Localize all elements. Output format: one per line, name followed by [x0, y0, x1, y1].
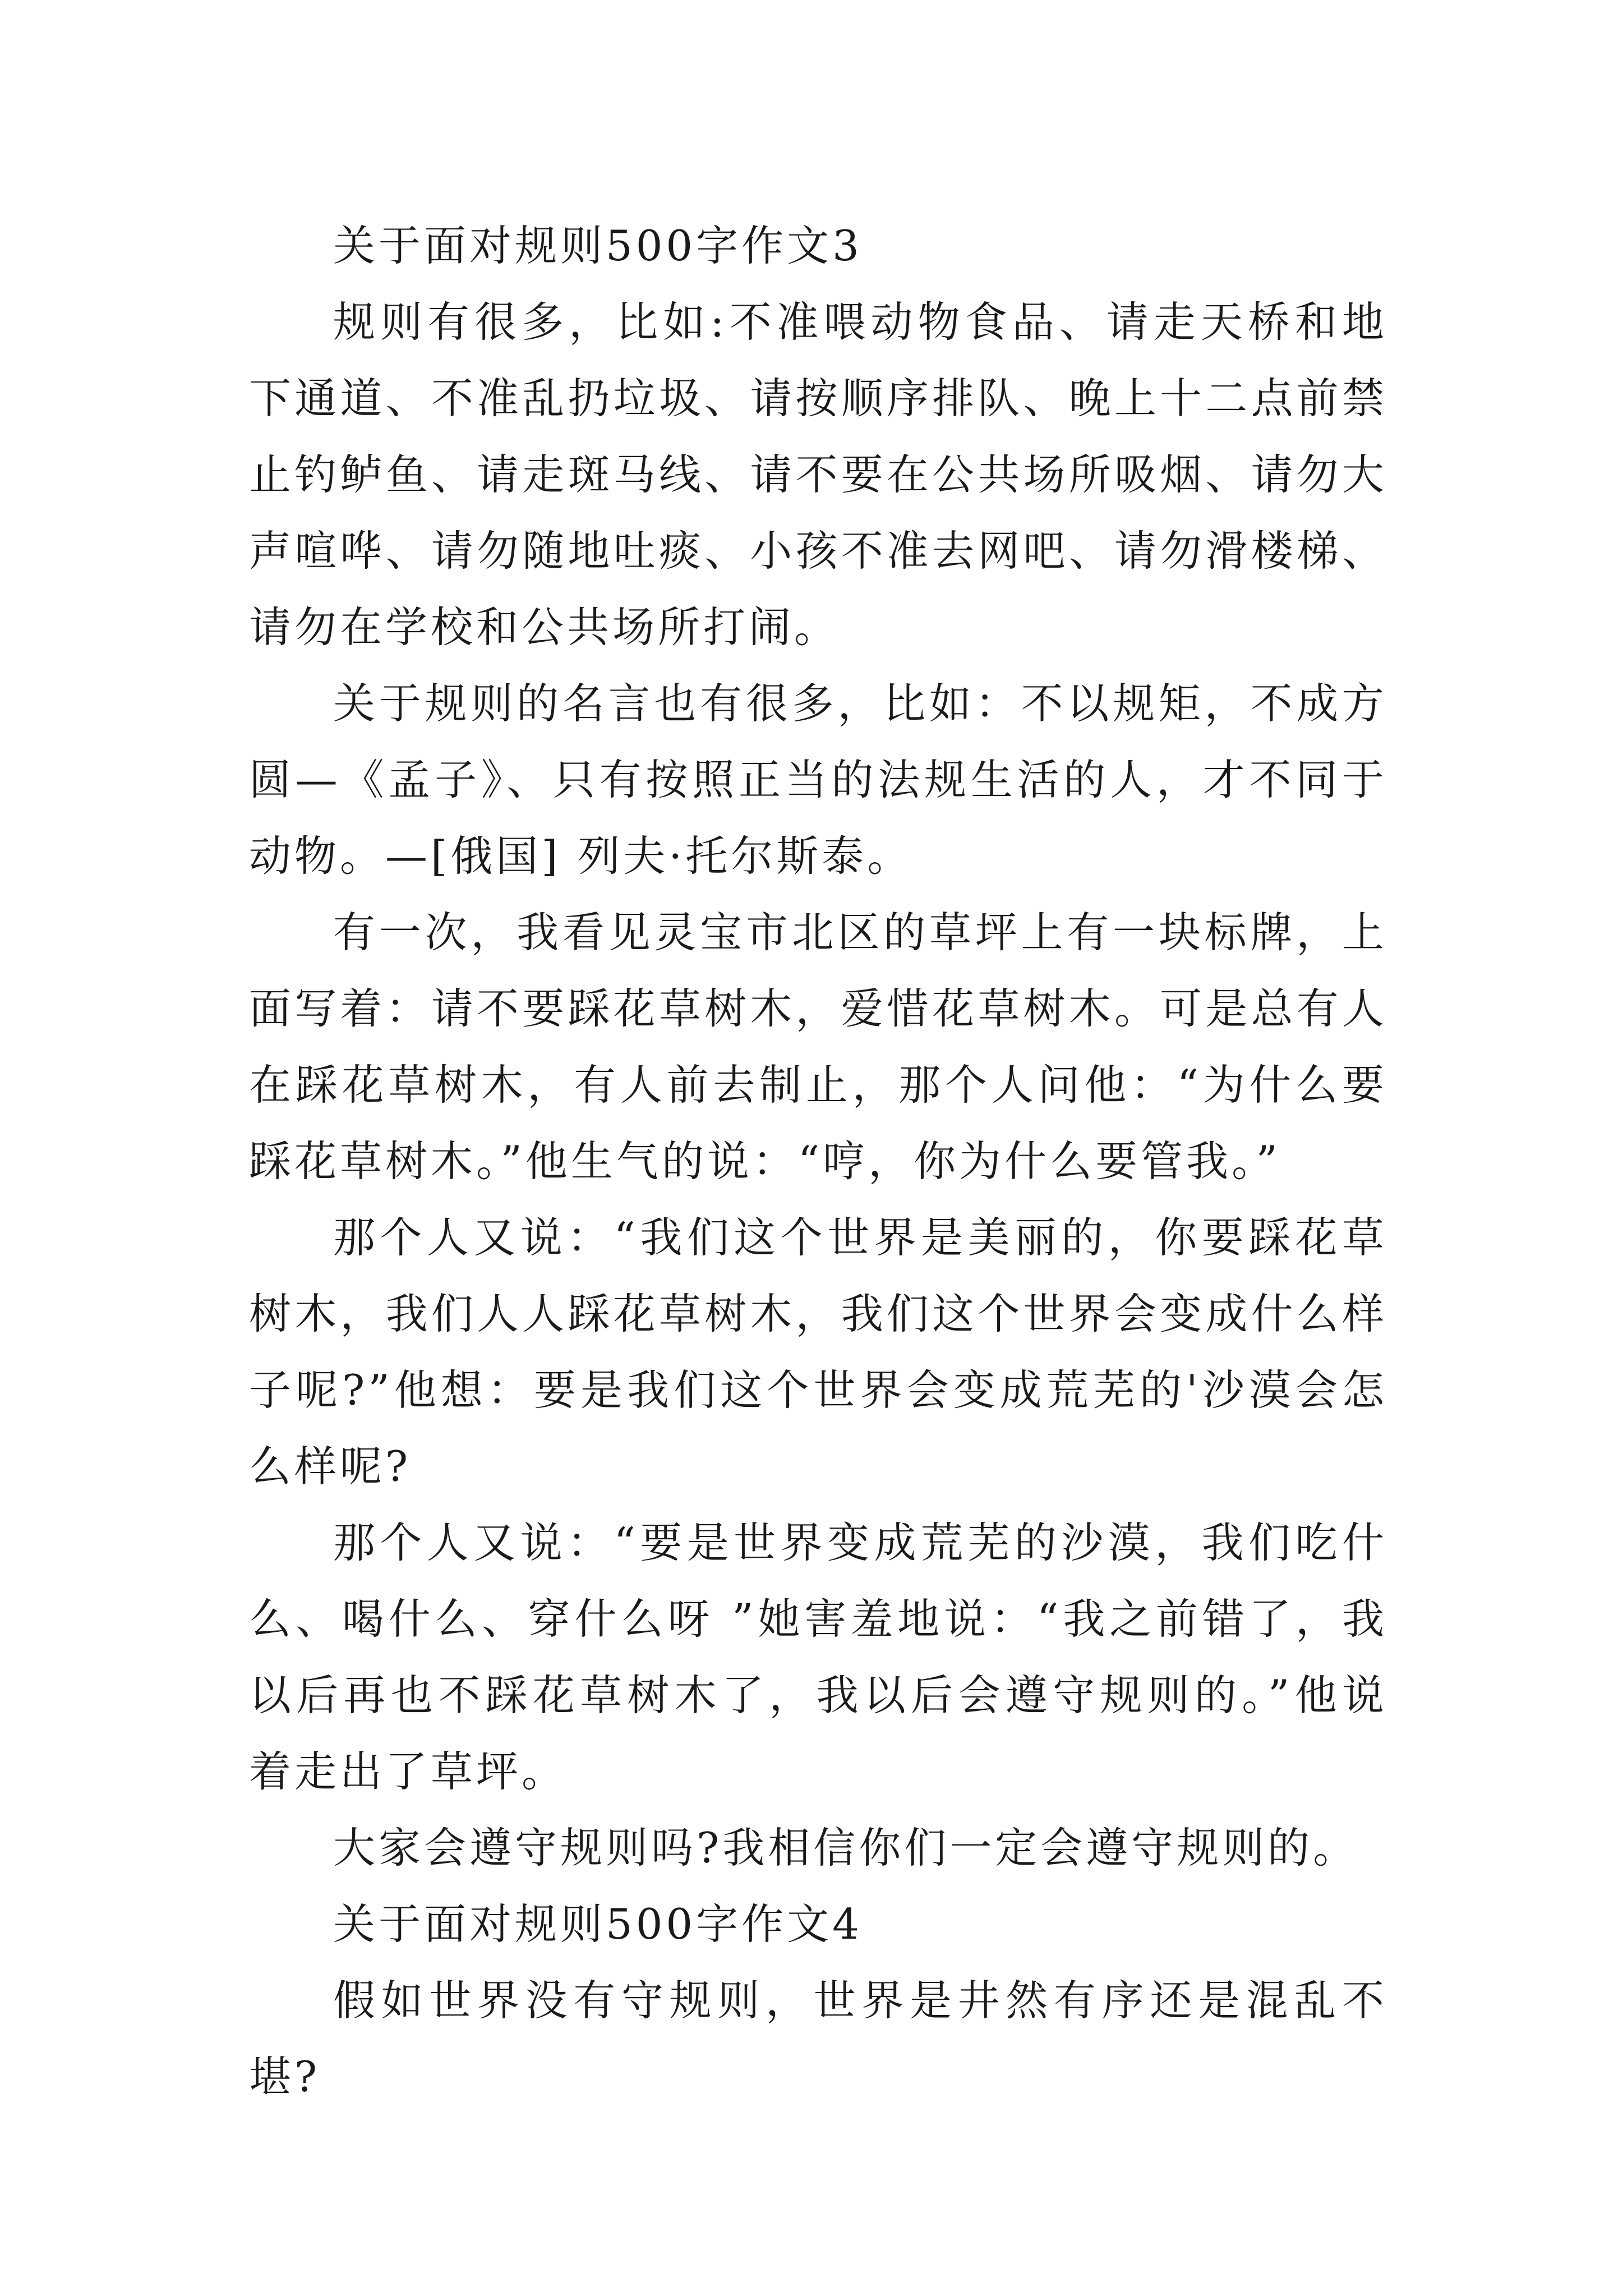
essay-3-title: 关于面对规则500字作文3 — [333, 221, 863, 270]
essay-4-title: 关于面对规则500字作文4 — [333, 1899, 863, 1949]
document-body — [249, 208, 1387, 2115]
paragraph-dialogue-2: 那个人又说：“要是世界变成荒芜的沙漠，我们吃什么、喝什么、穿什么呀 ”她害羞地说：“我之前错了，我以后再也不踩花草树木了，我以后会遵守规则的。”他说着走出了草坪。 — [249, 1518, 1387, 1796]
paragraph-essay-4-opening: 假如世界没有守规则，世界是井然有序还是混乱不堪? — [249, 1976, 1387, 2101]
paragraph-conclusion: 大家会遵守规则吗?我相信你们一定会遵守规则的。 — [333, 1823, 1359, 1872]
paragraph-dialogue-1: 那个人又说：“我们这个世界是美丽的，你要踩花草树木，我们人人踩花草树木，我们这个世界会变成什么样子呢?”他想：要是我们这个世界会变成荒芜的'沙漠会怎么样呢? — [249, 1213, 1387, 1491]
paragraph-lawn-sign: 有一次，我看见灵宝市北区的草坪上有一块标牌，上面写着：请不要踩花草树木，爱惜花草树木。可是总有人在踩花草树木，有人前去制止，那个人问他：“为什么要踩花草树木。”他生气的说：“哼，你为什么要管我。” — [249, 908, 1387, 1186]
paragraph-rules-list: 规则有很多，比如:不准喂动物食品、请走天桥和地下通道、不准乱扔垃圾、请按顺序排队、晚上十二点前禁止钓鲈鱼、请走斑马线、请不要在公共场所吸烟、请勿大声喧哗、请勿随地吐痰、小孩不准去网吧、请勿滑楼梯、请勿在学校和公共场所打闹。 — [249, 297, 1387, 652]
paragraph-quotes: 关于规则的名言也有很多，比如：不以规矩，不成方圆—《孟子》、只有按照正当的法规生活的人，才不同于动物。—[俄国] 列夫·托尔斯泰。 — [249, 679, 1387, 881]
